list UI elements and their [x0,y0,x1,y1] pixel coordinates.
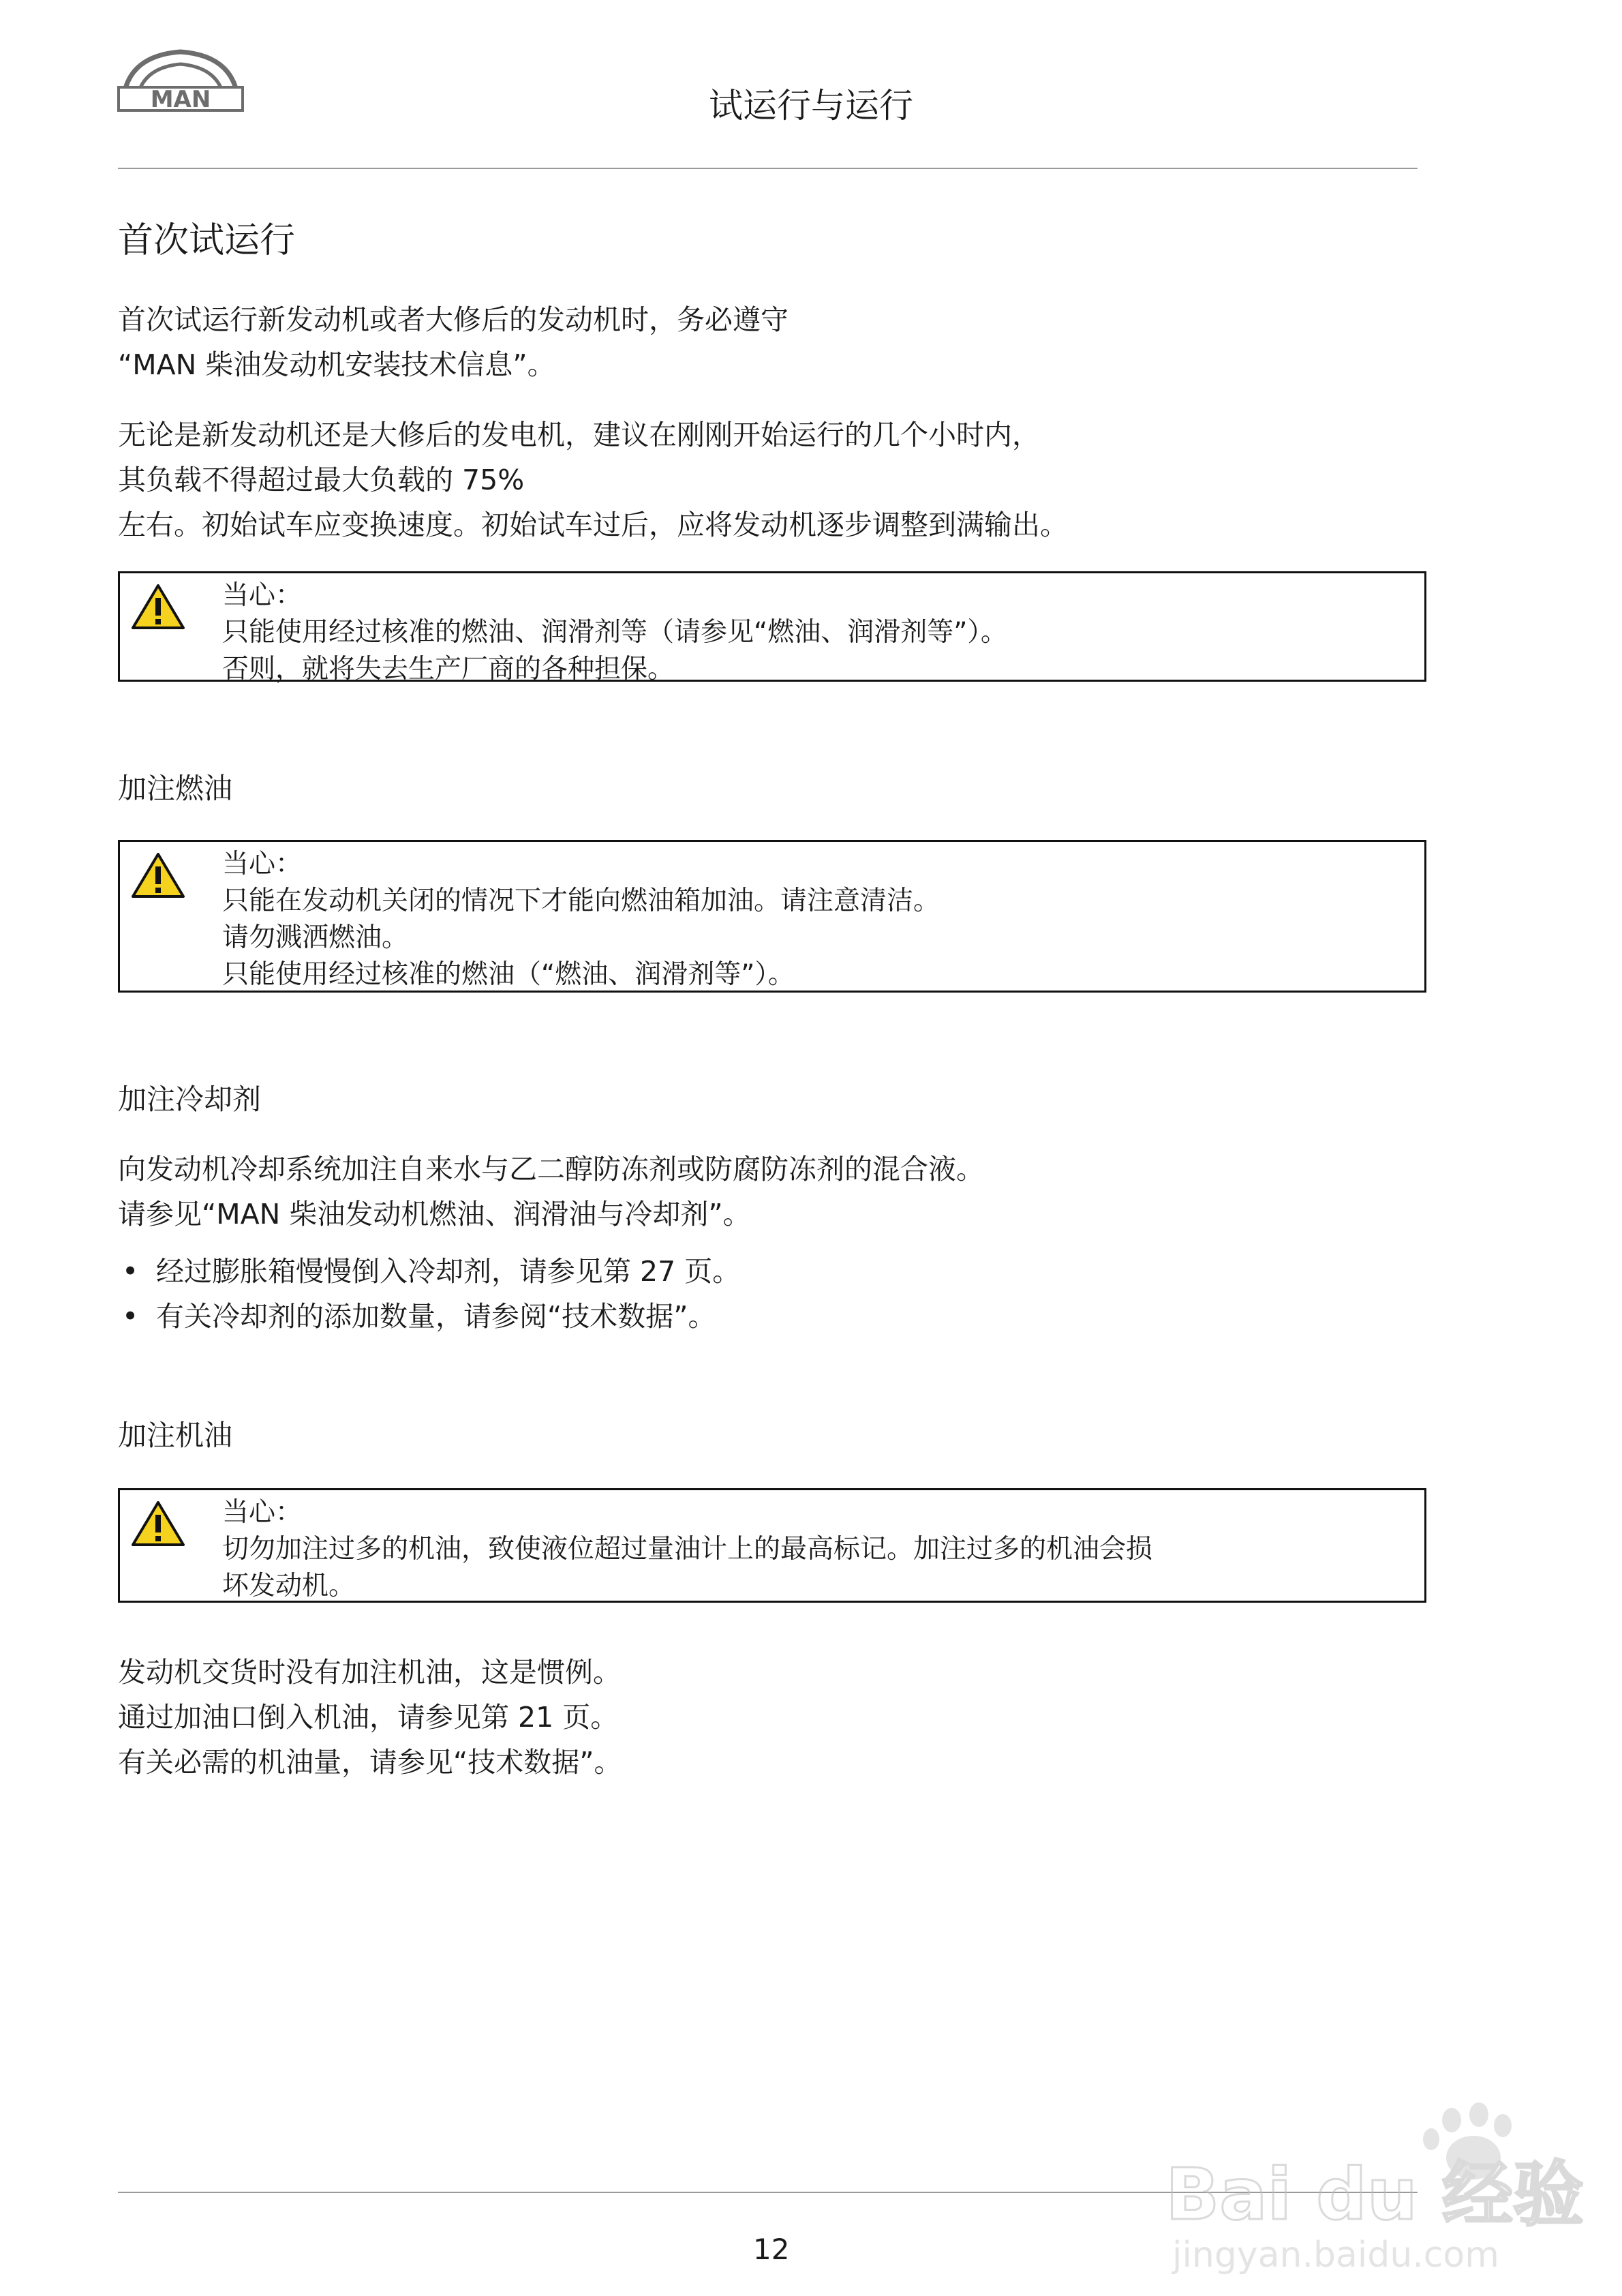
paragraph-line: 请参见“MAN 柴油发动机燃油、润滑油与冷却剂”。 [118,1198,751,1230]
caution-line: 否则，就将失去生产厂商的各种担保。 [222,654,675,684]
paragraph-line: 其负载不得超过最大负载的 75% [118,464,525,496]
load-paragraph [118,412,1068,547]
baidu-watermark [1159,2106,1584,2277]
paragraph-line: “MAN 柴油发动机安装技术信息”。 [118,348,555,381]
logo-text: MAN [150,86,211,113]
watermark-url: jingyan.baidu.com [1172,2235,1499,2276]
bullet-icon: • [122,1255,139,1288]
section-title: 首次试运行 [118,220,296,261]
caution-line: 只能使用经过核准的燃油、润滑剂等（请参见“燃油、润滑剂等”）。 [222,617,1007,648]
caution-line: 切勿加注过多的机油，致使液位超过量油计上的最高标记。加注过多的机油会损 [222,1534,1153,1565]
warning-triangle-icon [131,583,185,631]
paragraph-line: 向发动机冷却系统加注自来水与乙二醇防冻剂或防腐防冻剂的混合液。 [118,1153,984,1185]
paragraph-line: 发动机交货时没有加注机油，这是惯例。 [118,1656,621,1689]
paragraph-line: 有关必需的机油量，请参见“技术数据”。 [118,1746,622,1779]
list-item-text: 有关冷却剂的添加数量，请参阅“技术数据”。 [156,1300,716,1333]
oil-paragraph [118,1650,622,1785]
fuel-caution-box [118,840,1426,993]
caution-line: 请勿溅洒燃油。 [222,922,409,953]
paragraph-line: 无论是新发动机还是大修后的发电机，建议在刚刚开始运行的几个小时内， [118,419,1040,451]
list-item [118,1249,740,1294]
list-item [118,1294,740,1339]
man-logo [116,42,245,117]
oil-heading: 加注机油 [118,1419,233,1452]
caution-title: 当心： [222,1497,303,1528]
page-number: 12 [753,2233,790,2266]
bullet-icon: • [122,1300,139,1333]
paragraph-line: 左右。初始试车应变换速度。初始试车过后，应将发动机逐步调整到满输出。 [118,509,1068,541]
header-title: 试运行与运行 [709,86,913,125]
caution-line: 坏发动机。 [222,1571,356,1601]
caution-box [118,571,1426,682]
caution-line: 只能使用经过核准的燃油（“燃油、润滑剂等”）。 [222,959,795,990]
list-item-text: 经过膨胀箱慢慢倒入冷却剂，请参见第 27 页。 [156,1255,741,1288]
caution-title: 当心： [222,580,303,611]
coolant-paragraph [118,1147,984,1237]
intro-paragraph [118,297,789,387]
watermark-brand: Bai du 经验 [1165,2153,1584,2236]
warning-triangle-icon [131,1500,185,1547]
warning-triangle-icon [131,851,185,899]
fuel-heading: 加注燃油 [118,772,233,805]
header-divider [118,168,1418,169]
caution-title: 当心： [222,849,303,879]
paragraph-line: 首次试运行新发动机或者大修后的发动机时，务必遵守 [118,303,789,336]
caution-line: 只能在发动机关闭的情况下才能向燃油箱加油。请注意清洁。 [222,886,940,916]
coolant-bullet-list [118,1249,740,1339]
coolant-heading: 加注冷却剂 [118,1083,262,1116]
oil-caution-box [118,1488,1426,1603]
paragraph-line: 通过加油口倒入机油，请参见第 21 页。 [118,1701,619,1734]
